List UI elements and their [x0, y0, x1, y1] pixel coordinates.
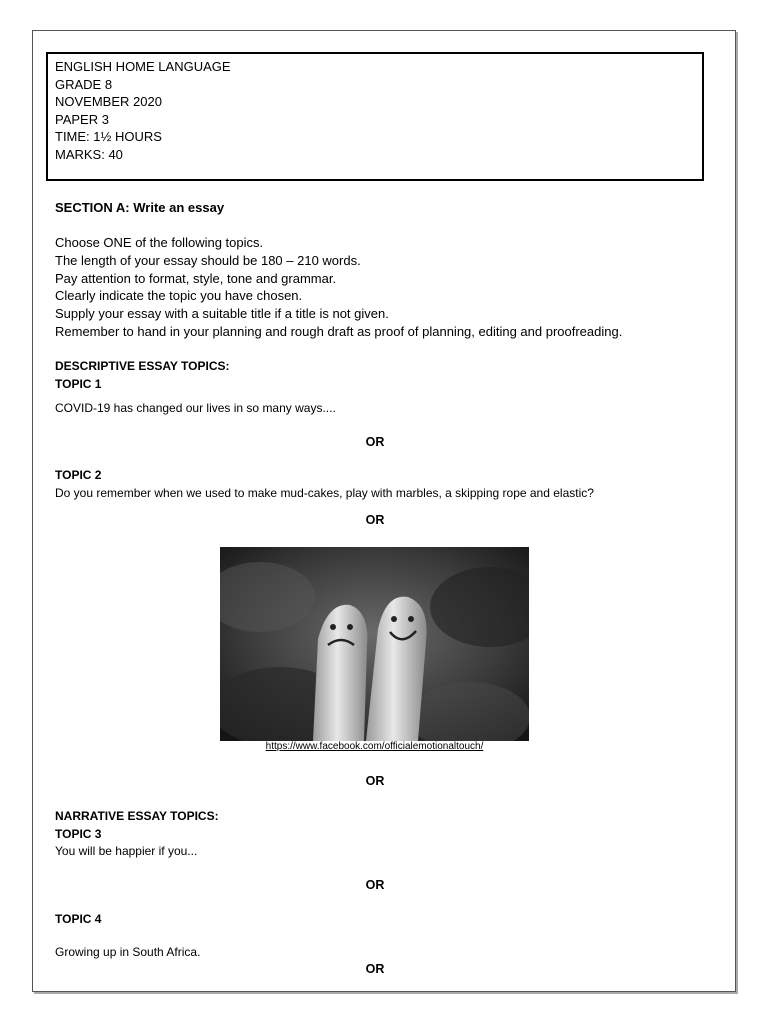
header-subject: ENGLISH HOME LANGUAGE — [55, 59, 231, 74]
or-divider: OR — [365, 962, 385, 976]
narrative-heading: NARRATIVE ESSAY TOPICS: — [55, 809, 219, 823]
header-time: TIME: 1½ HOURS — [55, 129, 162, 145]
topic4-text: Growing up in South Africa. — [55, 945, 201, 959]
instruction-line: Supply your essay with a suitable title if a title is not given. — [55, 306, 389, 322]
fingers-faces-photo — [220, 547, 529, 741]
header-date: NOVEMBER 2020 — [55, 94, 162, 110]
topic3-label: TOPIC 3 — [55, 827, 102, 841]
or-divider: OR — [365, 513, 385, 527]
instruction-line: The length of your essay should be 180 – 210 words. — [55, 252, 361, 268]
topic4-label: TOPIC 4 — [55, 912, 102, 926]
or-divider: OR — [365, 878, 385, 892]
instructions-list — [55, 234, 622, 341]
topic1-label: TOPIC 1 — [55, 377, 102, 391]
topic3-text: You will be happier if you... — [55, 844, 198, 858]
topic2-label: TOPIC 2 — [55, 468, 102, 482]
image-caption-link[interactable]: https://www.facebook.com/officialemotionaltouch/ — [265, 741, 484, 752]
topic2-text: Do you remember when we used to make mud-cakes, play with marbles, a skipping rope and elastic? — [55, 486, 594, 500]
header-marks: MARKS: 40 — [55, 146, 123, 162]
exam-header-box — [46, 52, 704, 181]
header-grade: GRADE 8 — [55, 76, 113, 92]
instruction-line: Pay attention to format, style, tone and grammar. — [55, 270, 337, 286]
instruction-line: Choose ONE of the following topics. — [55, 235, 264, 250]
section-title: SECTION A: Write an essay — [55, 200, 225, 215]
instruction-line: Clearly indicate the topic you have chosen. — [55, 288, 303, 304]
instruction-line: Remember to hand in your planning and rough draft as proof of planning, editing and proofreading. — [55, 323, 623, 339]
or-divider: OR — [365, 774, 385, 788]
or-divider: OR — [365, 435, 385, 449]
descriptive-heading: DESCRIPTIVE ESSAY TOPICS: — [55, 359, 230, 373]
topic1-text: COVID-19 has changed our lives in so many ways.... — [55, 401, 336, 415]
header-paper: PAPER 3 — [55, 111, 109, 127]
